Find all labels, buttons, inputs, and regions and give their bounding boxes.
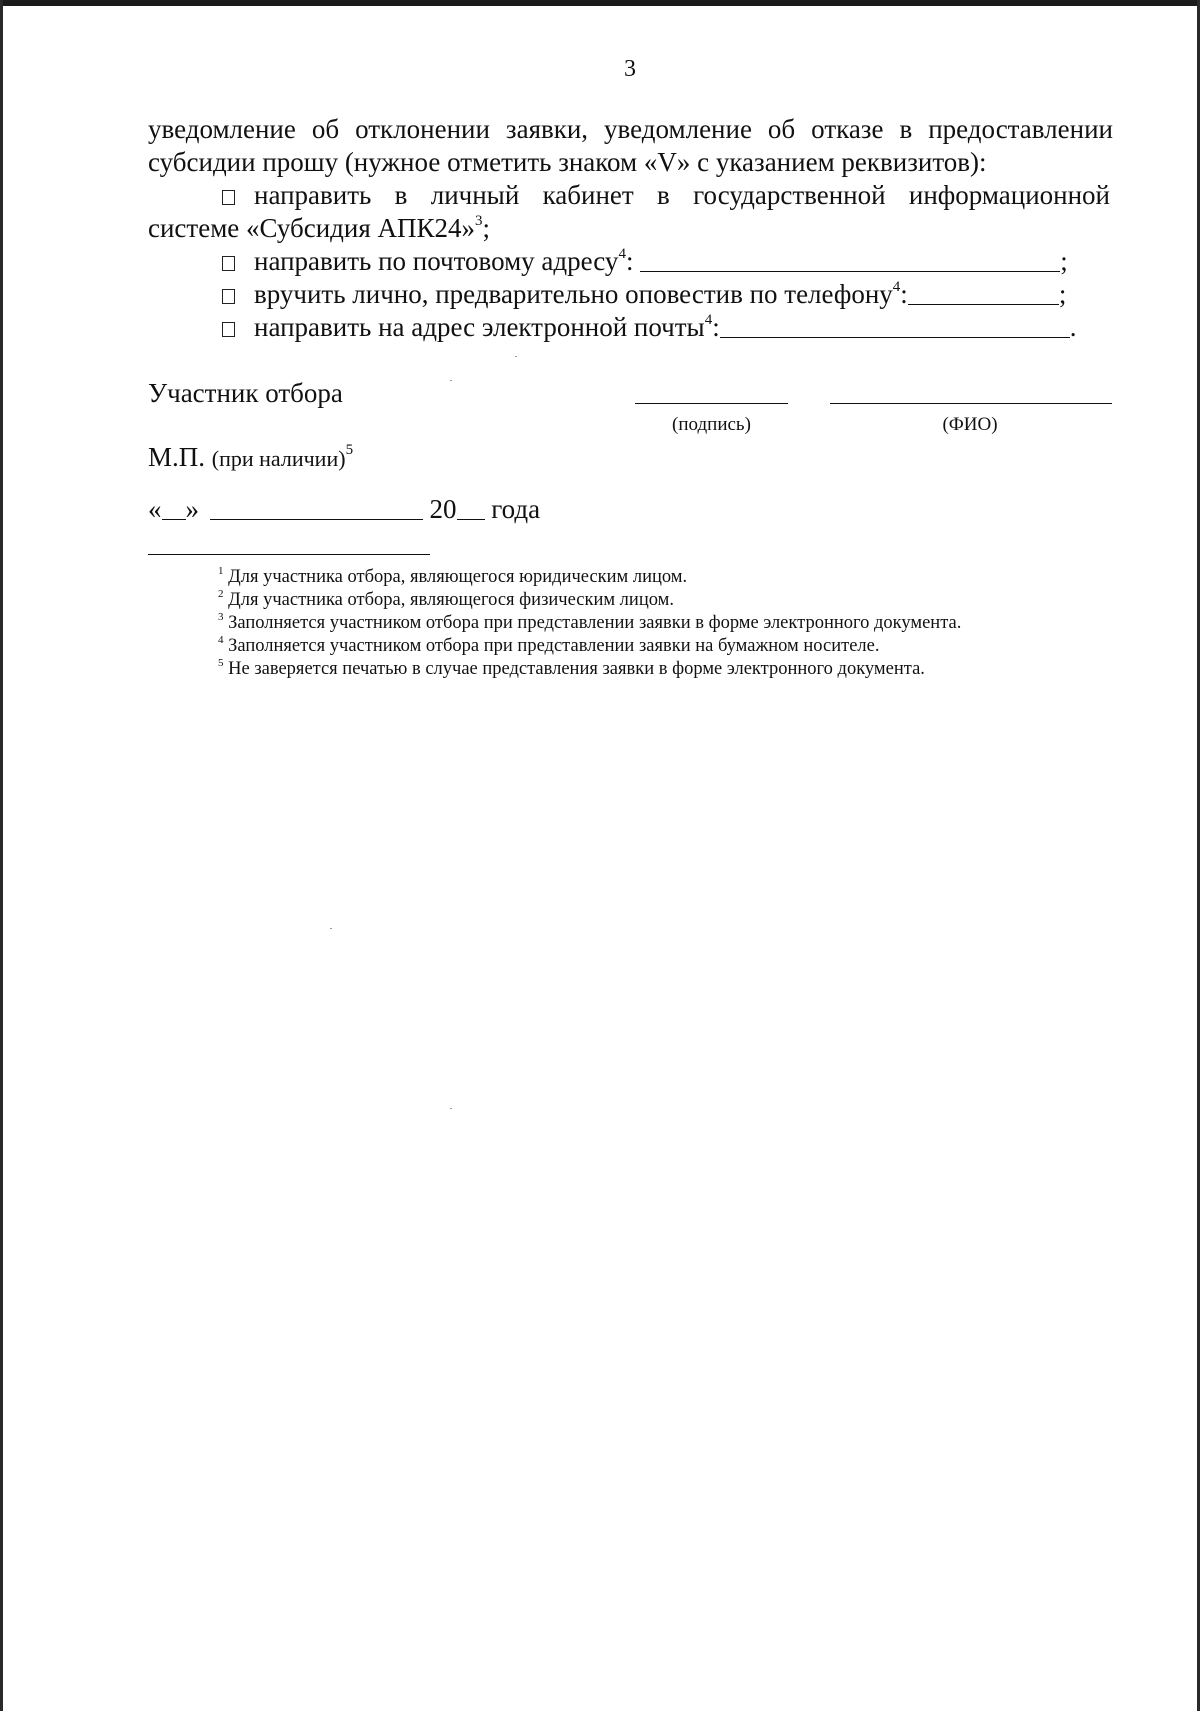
option-text-line-2: системе «Субсидия АПК24» <box>148 213 476 243</box>
date-open-quote: « <box>148 494 162 524</box>
footnote-ref: 4 <box>704 312 713 328</box>
option-postal-address <box>222 245 1068 278</box>
option-email <box>222 311 1076 344</box>
option-text: направить на адрес электронной почты <box>254 312 705 342</box>
option-personal-cabinet <box>222 179 1113 212</box>
option-tail: ; <box>482 213 491 243</box>
participant-label: Участник отбора <box>148 378 343 408</box>
option-colon: : <box>712 312 720 342</box>
option-text-line-1: направить в личный кабинет в государственной информационной <box>254 180 1110 210</box>
option-tail: . <box>1069 312 1077 342</box>
scan-border-left <box>0 0 3 1711</box>
stamp-note: (при наличии) <box>211 446 346 471</box>
year-prefix: 20 <box>429 494 457 524</box>
footnote-number: 2 <box>218 588 224 600</box>
scan-speck <box>330 928 332 929</box>
page-number: 3 <box>624 56 636 82</box>
option-tail: ; <box>1058 279 1067 309</box>
scan-border-top <box>0 0 1200 6</box>
footnote-3 <box>218 612 961 635</box>
scan-speck <box>450 1108 452 1109</box>
footnote-text: Не заверяется печатью в случае представления заявки в форме электронного документа. <box>228 659 925 679</box>
signature-field[interactable] <box>635 403 788 404</box>
footnote-text: Заполняется участником отбора при представлении заявки на бумажном носителе. <box>228 636 880 656</box>
option-in-person <box>222 278 1066 311</box>
month-field[interactable] <box>210 497 423 520</box>
footnote-separator <box>148 554 430 555</box>
footnote-text: Для участника отбора, являющегося юридическим лицом. <box>228 567 688 587</box>
footnote-ref: 4 <box>892 279 901 295</box>
footnote-5 <box>218 658 925 681</box>
postal-address-field[interactable] <box>640 249 1060 272</box>
footnote-4 <box>218 635 879 658</box>
day-field[interactable] <box>162 497 186 520</box>
footnote-text: Для участника отбора, являющегося физическим лицом. <box>228 590 674 610</box>
option-colon: : <box>625 246 634 276</box>
scan-speck <box>450 380 452 381</box>
signature-caption: (подпись) <box>672 414 751 435</box>
footnote-number: 5 <box>218 657 224 669</box>
email-field[interactable] <box>720 315 1070 338</box>
name-field[interactable] <box>830 403 1112 404</box>
date-line <box>148 493 540 526</box>
date-close-quote: » <box>185 494 199 524</box>
footnote-number: 4 <box>218 634 224 646</box>
footnote-2 <box>218 589 674 612</box>
checkbox[interactable] <box>222 190 235 205</box>
footnote-ref: 5 <box>345 442 354 458</box>
year-suffix: года <box>491 494 541 524</box>
name-caption: (ФИО) <box>942 414 998 435</box>
footnote-1 <box>218 566 687 589</box>
checkbox[interactable] <box>222 322 235 337</box>
option-tail: ; <box>1060 246 1068 276</box>
footnote-number: 1 <box>218 565 224 577</box>
checkbox[interactable] <box>222 289 235 304</box>
option-text: направить по почтовому адресу <box>254 246 619 276</box>
stamp-label: М.П. <box>148 442 206 472</box>
phone-field[interactable] <box>908 282 1059 305</box>
scan-speck <box>515 356 517 357</box>
option-colon: : <box>900 279 908 309</box>
footnote-text: Заполняется участником отбора при представлении заявки в форме электронного документа. <box>228 613 962 633</box>
intro-line-2: субсидии прошу (нужное отметить знаком «V» с указанием реквизитов): <box>148 147 987 177</box>
footnote-ref: 4 <box>618 246 626 262</box>
intro-line-1: уведомление об отклонении заявки, уведомление об отказе в предоставлении <box>148 114 1113 144</box>
footnote-ref: 3 <box>475 213 483 229</box>
footnote-number: 3 <box>218 611 224 623</box>
stamp-line <box>148 441 353 475</box>
option-personal-cabinet-cont <box>148 212 490 245</box>
option-text: вручить лично, предварительно оповестив по телефону <box>254 279 893 309</box>
year-field[interactable] <box>457 497 485 520</box>
checkbox[interactable] <box>222 256 235 271</box>
